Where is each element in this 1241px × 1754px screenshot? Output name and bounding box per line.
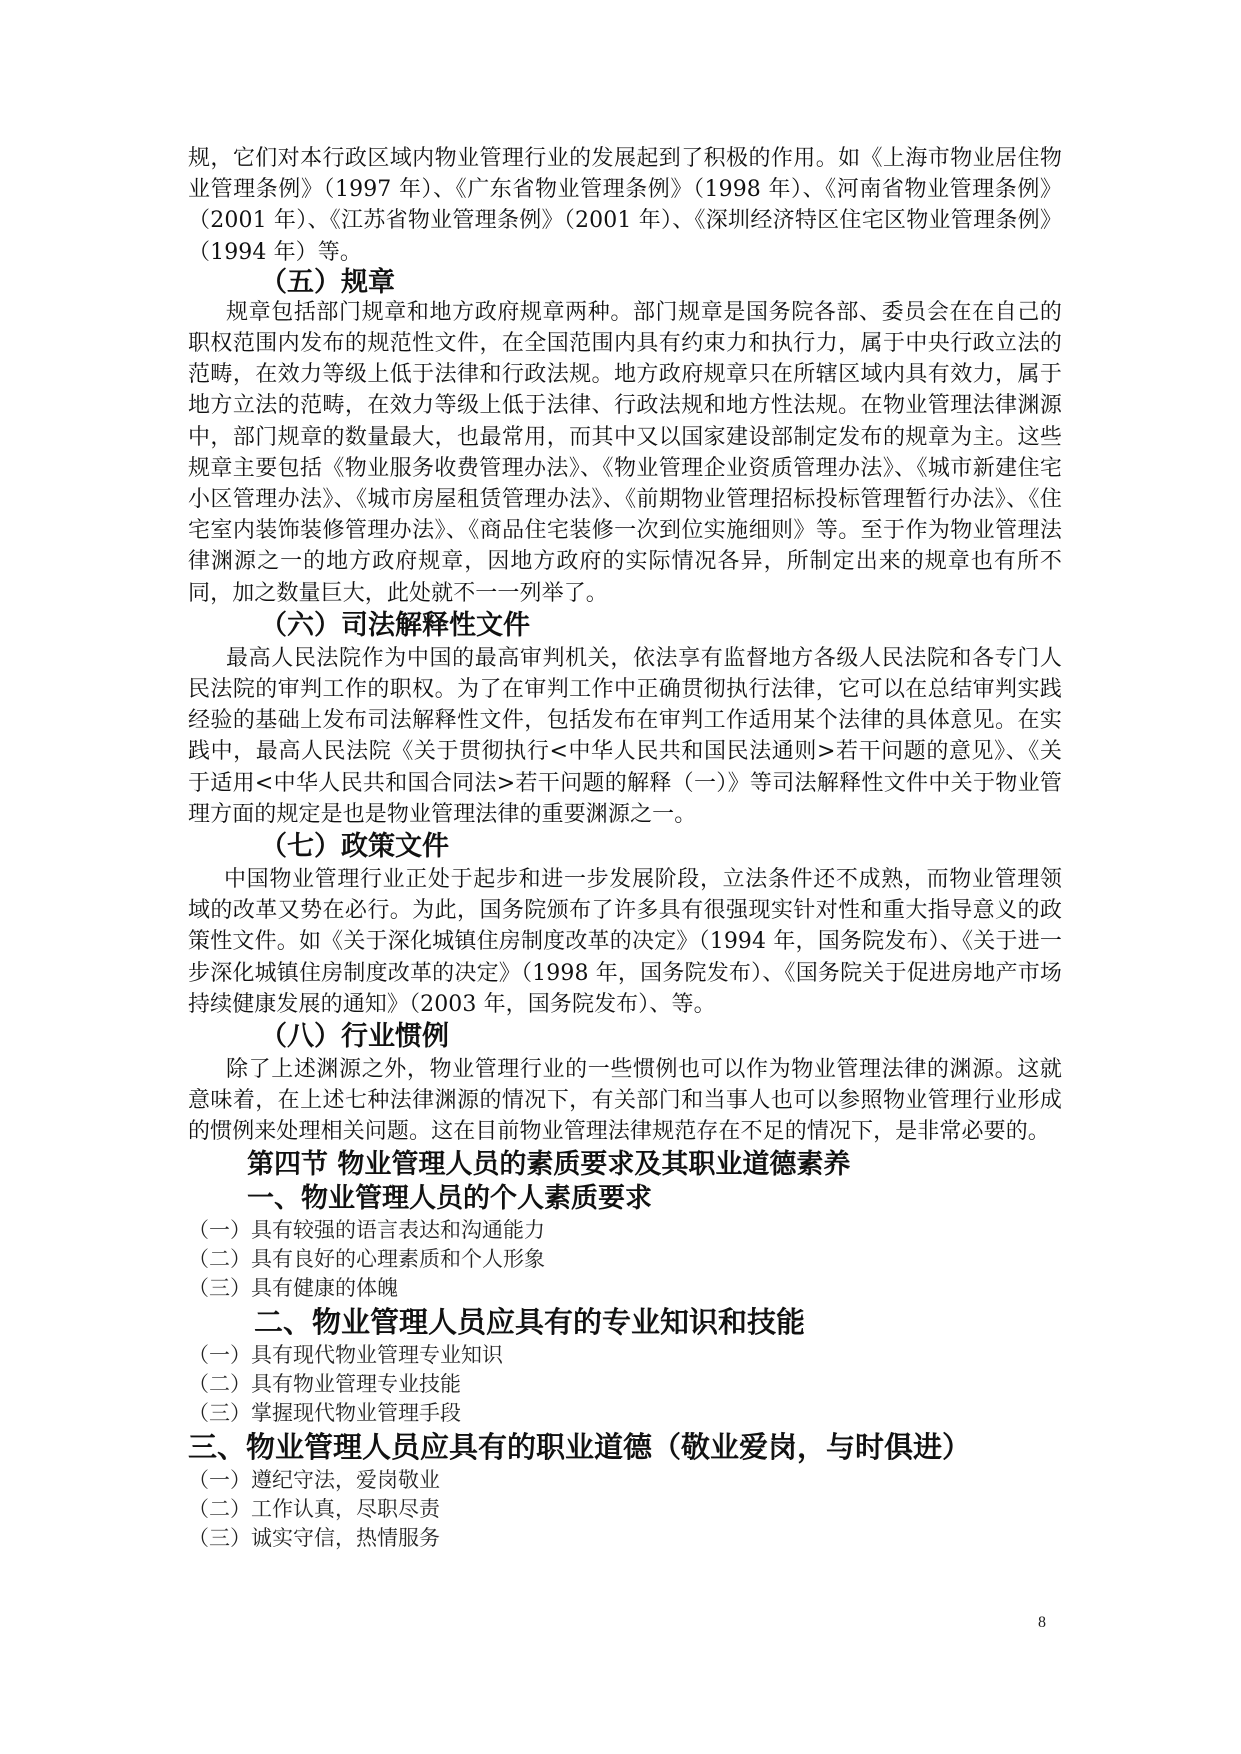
heading-industry-practice: （八）行业惯例: [260, 1021, 449, 1053]
list-item: （三）具有健康的体魄: [188, 1275, 398, 1300]
paragraph-regulations: 规章包括部门规章和地方政府规章两种。部门规章是国务院各部、委员会在在自己的职权范围内发布的规范性文件，在全国范围内具有约束力和执行力，属于中央行政立法的范畴，在效力等级上低于法律和行政法规。地方政府规章只在所辖区域内具有效力，属于地方立法的范畴，在效力等级上低于法律、行政法规和地方性法规。在物业管理法律渊源中，部门规章的数量最大，也最常用，而其中又以国家建设部制定发布的规章为主。这些规章主要包括《物业服务收费管理办法》、《物业管理企业资质管理办法》、《城市新建住宅小区管理办法》、《城市房屋租赁管理办法》、《前期物业管理招标投标管理暂行办法》、《住宅室内装饰装修管理办法》、《商品住宅装修一次到位实施细则》等。至于作为物业管理法律渊源之一的地方政府规章，因地方政府的实际情况各异，所制定出来的规章也有所不同，加之数量巨大，此处就不一一列举了。: [188, 299, 1062, 606]
page-number: 8: [1038, 1614, 1046, 1631]
part1-title: 一、物业管理人员的个人素质要求: [247, 1182, 652, 1214]
section-title: 第四节 物业管理人员的素质要求及其职业道德素养: [247, 1148, 851, 1180]
heading-policy-documents: （七）政策文件: [260, 831, 449, 863]
paragraph-judicial-interpretations: 最高人民法院作为中国的最高审判机关，依法享有监督地方各级人民法院和各专门人民法院的审判工作的职权。为了在审判工作中正确贯彻执行法律，它可以在总结审判实践经验的基础上发布司法解释性文件，包括发布在审判工作适用某个法律的具体意见。在实践中，最高人民法院《关于贯彻执行<中华人民共和国民法通则>若干问题的意见》、《关于适用<中华人民共和国合同法>若干问题的解释（一）》等司法解释性文件中关于物业管理方面的规定是也是物业管理法律的重要渊源之一。: [188, 645, 1062, 827]
list-item: （三）诚实守信，热情服务: [188, 1525, 440, 1550]
list-item: （一）具有较强的语言表达和沟通能力: [188, 1217, 545, 1242]
paragraph-intro: 规，它们对本行政区域内物业管理行业的发展起到了积极的作用。如《上海市物业居住物业管理条例》（1997 年）、《广东省物业管理条例》（1998 年）、《河南省物业管理条例》（2001 年）、《江苏省物业管理条例》（2001 年）、《深圳经济特区住宅区物业管理条例》（1994 年）等。: [188, 146, 1062, 265]
part3-title: 三、物业管理人员应具有的职业道德（敬业爱岗，与时俱进）: [188, 1429, 972, 1464]
list-item: （二）具有良好的心理素质和个人形象: [188, 1246, 545, 1271]
list-item: （一）遵纪守法，爱岗敬业: [188, 1467, 440, 1492]
heading-judicial-interpretations: （六）司法解释性文件: [260, 609, 530, 641]
list-item: （二）具有物业管理专业技能: [188, 1371, 461, 1396]
paragraph-industry-practice: 除了上述渊源之外，物业管理行业的一些惯例也可以作为物业管理法律的渊源。这就意味着，在上述七种法律渊源的情况下，有关部门和当事人也可以参照物业管理行业形成的惯例来处理相关问题。这在目前物业管理法律规范存在不足的情况下，是非常必要的。: [188, 1057, 1062, 1145]
heading-regulations: （五）规章: [260, 266, 395, 298]
list-item: （一）具有现代物业管理专业知识: [188, 1342, 503, 1367]
list-item: （二）工作认真，尽职尽责: [188, 1496, 440, 1521]
page-content: [188, 143, 1062, 1553]
list-item: （三）掌握现代物业管理手段: [188, 1400, 461, 1425]
part2-title: 二、物业管理人员应具有的专业知识和技能: [254, 1304, 806, 1339]
paragraph-policy-documents: 中国物业管理行业正处于起步和进一步发展阶段，立法条件还不成熟，而物业管理领域的改革又势在必行。为此，国务院颁布了许多具有很强现实针对性和重大指导意义的政策性文件。如《关于深化城镇住房制度改革的决定》（1994 年，国务院发布）、《关于进一步深化城镇住房制度改革的决定》（1998 年，国务院发布）、《国务院关于促进房地产市场持续健康发展的通知》（2003 年，国务院发布）、等。: [188, 867, 1062, 1017]
